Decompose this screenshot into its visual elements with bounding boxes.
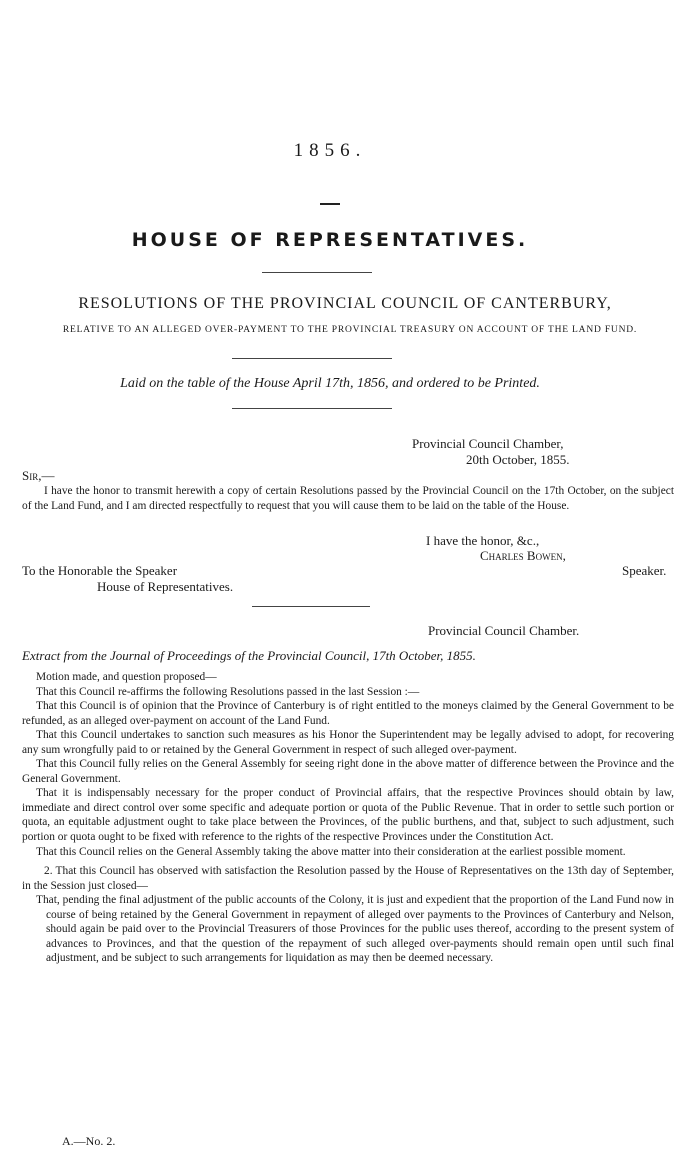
resolutions-subtitle: RELATIVE TO AN ALLEGED OVER-PAYMENT TO THE PROVINCIAL TREASURY ON ACCOUNT OF THE LAND FUND. [62, 325, 638, 335]
paragraph-reaffirms: That this Council re-affirms the following Resolutions passed in the last Session :— [36, 685, 420, 698]
document-number: A.—No. 2. [62, 1134, 116, 1148]
letter-addressee-line2: House of Representatives. [97, 579, 234, 594]
house-title: HOUSE OF REPRESENTATIVES. [131, 229, 529, 251]
paragraph-observed: 2. That this Council has observed with satisfaction the Resolution passed by the House of Representatives on the 13th day of September, in the Session just closed— [22, 865, 674, 892]
short-divider [320, 203, 340, 205]
paragraph-undertakes: That this Council undertakes to sanction such measures as his Honor the Superintendent may be legally advised to adopt, for recovering any sum wrongfully paid to or retained by the General Government in respect of such alleged over-payment. [22, 729, 674, 756]
divider [252, 606, 370, 607]
chamber-heading: Provincial Council Chamber. [428, 623, 580, 638]
letter-closing: I have the honor, &c., [426, 533, 540, 548]
letter-salutation: Sir,— [22, 468, 55, 483]
resolutions-body [22, 670, 674, 966]
letter-body-text: I have the honor to transmit herewith a copy of certain Resolutions passed by the Provincial Council on the 17th October, on the subject of the Land Fund, and I am directed respectfully to request that you will cause them to be laid on the table of the House. [22, 485, 674, 512]
resolutions-title: RESOLUTIONS OF THE PROVINCIAL COUNCIL OF CANTERBURY, [78, 295, 612, 312]
divider [232, 358, 392, 359]
divider [262, 272, 372, 273]
letter-signature-title: Speaker. [622, 563, 667, 578]
letter-addressee-line1: To the Honorable the Speaker [22, 563, 178, 578]
laid-on-table-note: Laid on the table of the House April 17th, 1856, and ordered to be Printed. [120, 376, 540, 391]
divider [232, 408, 392, 409]
letter-date: 20th October, 1855. [466, 452, 570, 467]
paragraph-motion: Motion made, and question proposed— [36, 671, 217, 683]
extract-heading: Extract from the Journal of Proceedings of the Provincial Council, 17th October, 1855. [22, 648, 476, 663]
paragraph-relies: That this Council fully relies on the General Assembly for seeing right done in the above matter of difference between the Province and the General Government. [22, 758, 674, 785]
letter-signature: Charles Bowen, [480, 548, 566, 563]
letter-place: Provincial Council Chamber, [412, 436, 564, 451]
paragraph-pending: That, pending the final adjustment of the public accounts of the Colony, it is just and expedient that the proportion of the Land Fund now in course of being retained by the General Government in repayment of alleged over payments to the Provinces of Canterbury and Nelson, should again be paid over to the Provincial Treasurers of those Provinces for the public uses thereof, according to the present system of advances to Provinces, and that the question of the repayment of such alleged over-payments should remain open until such final adjustment, and be subject to such arrangements for liquidation as may then be deemed necessary. [36, 894, 674, 965]
paragraph-indispensable: That it is indispensably necessary for the proper conduct of Provincial affairs, that the respective Provinces should obtain by law, immediate and direct control over some specific and adequate portion or quota of the Public Revenue. That in order to settle such portion or quota, an equitable adjustment ought to take place between the Provinces, of the public burthens, and that, subject to such adjustment, such portion or quota ought to be fixed with reference to the rights of the respective Provinces under the Constitution Act. [22, 787, 674, 844]
letter-body [22, 484, 674, 513]
paragraph-opinion: That this Council is of opinion that the Province of Canterbury is of right entitled to the moneys claimed by the General Government to be refunded, as an alleged over-payment on account of the Land Fund. [22, 700, 674, 727]
session-year: 1856. [293, 140, 367, 161]
paragraph-consideration: That this Council relies on the General Assembly taking the above matter into their consideration at the earliest possible moment. [36, 845, 626, 858]
